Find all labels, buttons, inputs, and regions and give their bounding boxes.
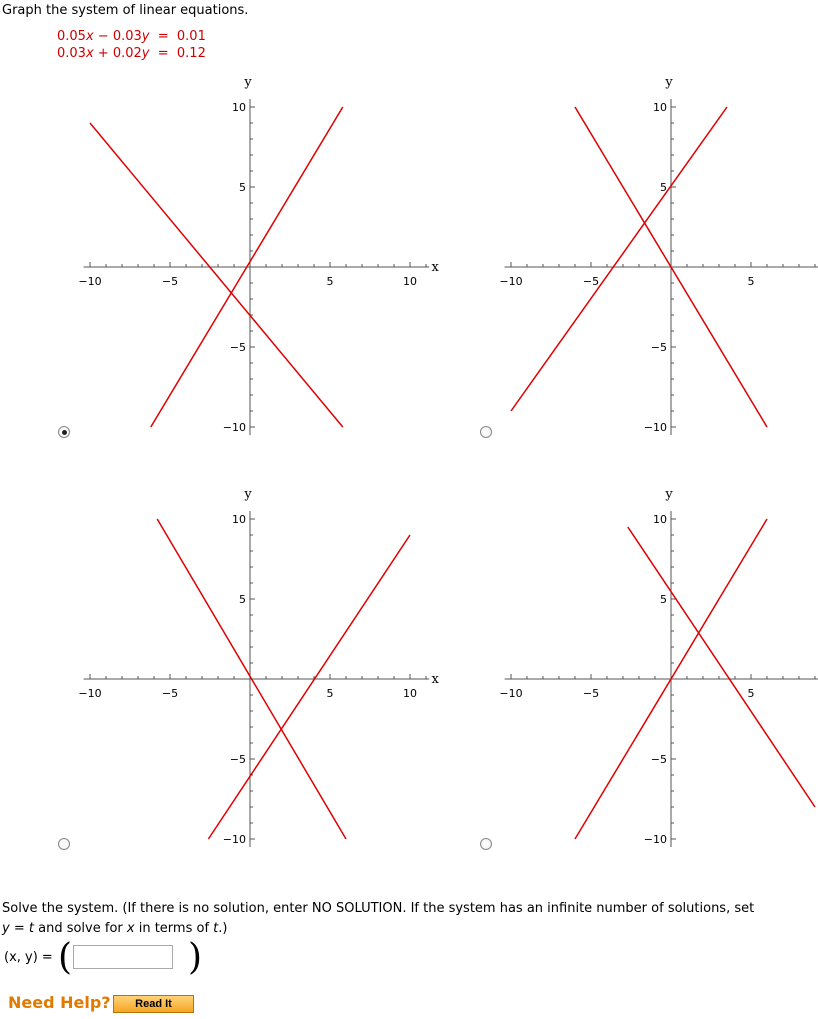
- graph-3-x-tick-label-3: 10: [403, 687, 417, 700]
- graph-option-2-radio[interactable]: [480, 426, 492, 438]
- graph-3-x-tick-label-0: −10: [78, 687, 102, 700]
- graph-1-x-tick-label-1: −5: [161, 275, 179, 288]
- graph-2-x-tick-label-1: −5: [582, 275, 600, 288]
- graph-1-x-tick-label-3: 10: [403, 275, 417, 288]
- graph-1-y-axis-label: y: [244, 75, 252, 91]
- equation-1: 0.05x − 0.03y = 0.01: [57, 29, 206, 44]
- graph-3-x-tick-label-1: −5: [161, 687, 179, 700]
- graph-4-y-tick-label-3: −10: [643, 833, 667, 846]
- graph-1-x-tick-label-2: 5: [326, 275, 334, 288]
- need-help-label: Need Help?: [8, 993, 111, 1012]
- graph-2-y-tick-label-1: 5: [660, 181, 667, 194]
- answer-input[interactable]: [73, 945, 173, 969]
- graph-3-y-tick-label-1: 5: [239, 593, 246, 606]
- graph-2-y-axis-label: y: [665, 75, 673, 91]
- graph-2-line-2: [511, 107, 727, 411]
- graph-1-line-1: [90, 123, 343, 427]
- graph-3-x-axis-label: x: [431, 672, 439, 687]
- graph-4-y-axis-label: y: [665, 487, 673, 503]
- graph-4-y-tick-label-0: 10: [653, 513, 667, 526]
- graph-3-x-tick-label-2: 5: [326, 687, 334, 700]
- graph-option-4-radio[interactable]: [480, 838, 492, 850]
- graph-4-x-tick-label-1: −5: [582, 687, 600, 700]
- graph-4-x-tick-label-2: 5: [747, 687, 755, 700]
- graph-2-x-tick-label-2: 5: [747, 275, 755, 288]
- right-paren: ): [188, 937, 203, 978]
- left-paren: (: [58, 937, 73, 978]
- graph-3-y-tick-label-3: −10: [222, 833, 246, 846]
- graph-3-y-axis-label: y: [244, 487, 252, 503]
- graph-2-x-tick-label-0: −10: [499, 275, 523, 288]
- graph-2-y-tick-label-2: −5: [650, 341, 667, 354]
- graph-2-y-tick-label-0: 10: [653, 101, 667, 114]
- graph-1-y-tick-label-0: 10: [232, 101, 246, 114]
- prompt-text: Graph the system of linear equations.: [2, 3, 249, 18]
- graph-1-y-tick-label-2: −5: [229, 341, 246, 354]
- graph-3-line-2: [208, 535, 410, 839]
- graph-option-1-radio[interactable]: [58, 426, 70, 438]
- solve-instructions: Solve the system. (If there is no solution, enter NO SOLUTION. If the system has an infinite number of solutions, set y = t and solve for x in terms of t.): [2, 901, 755, 936]
- graph-4-x-tick-label-0: −10: [499, 687, 523, 700]
- graph-1-x-tick-label-0: −10: [78, 275, 102, 288]
- graph-3-y-tick-label-2: −5: [229, 753, 246, 766]
- graph-option-3-radio[interactable]: [58, 838, 70, 850]
- graph-1-y-tick-label-3: −10: [222, 421, 246, 434]
- graph-1-x-axis-label: x: [431, 260, 439, 275]
- read-it-button[interactable]: Read It: [113, 995, 194, 1013]
- graph-3-y-tick-label-0: 10: [232, 513, 246, 526]
- equation-2: 0.03x + 0.02y = 0.12: [57, 46, 206, 61]
- graph-2-y-tick-label-3: −10: [643, 421, 667, 434]
- graph-4-y-tick-label-2: −5: [650, 753, 667, 766]
- graph-4-y-tick-label-1: 5: [660, 593, 667, 606]
- graph-1-y-tick-label-1: 5: [239, 181, 246, 194]
- answer-label: (x, y) =: [4, 950, 53, 965]
